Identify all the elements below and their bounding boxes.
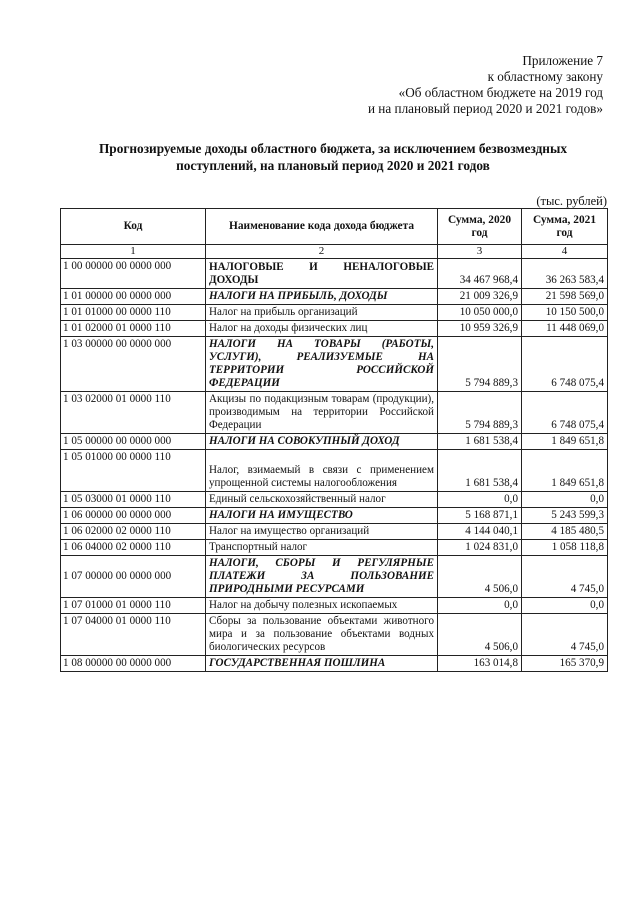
appendix-line-4: и на плановый период 2020 и 2021 годов»	[367, 101, 603, 116]
table-row	[61, 289, 608, 305]
table-row	[61, 540, 608, 556]
row-value-2021: 6 748 075,4	[522, 392, 608, 434]
appendix-line-2: к областному закону	[487, 69, 603, 84]
row-value-2021: 1 849 651,8	[522, 434, 608, 450]
row-name: Акцизы по подакцизным товарам (продукции), производимым на территории Российской Федерации	[206, 392, 438, 434]
row-code: 1 06 04000 02 0000 110	[61, 540, 206, 556]
table-row	[61, 259, 608, 289]
column-number: 4	[522, 245, 608, 259]
row-value-2021: 4 185 480,5	[522, 524, 608, 540]
row-value-2021: 6 748 075,4	[522, 337, 608, 392]
row-name: Налог, взимаемый в связи с применением упрощенной системы налогообложения	[206, 450, 438, 492]
row-value-2020: 0,0	[438, 598, 522, 614]
appendix-line-1: Приложение 7	[522, 53, 603, 68]
row-name: Налог на имущество организаций	[206, 524, 438, 540]
table-header-row	[61, 209, 608, 245]
table-row	[61, 656, 608, 672]
row-name: Налог на прибыль организаций	[206, 305, 438, 321]
row-value-2021: 165 370,9	[522, 656, 608, 672]
row-value-2020: 5 168 871,1	[438, 508, 522, 524]
row-name: НАЛОГИ НА ПРИБЫЛЬ, ДОХОДЫ	[206, 289, 438, 305]
table-row	[61, 392, 608, 434]
table-row	[61, 524, 608, 540]
row-value-2020: 34 467 968,4	[438, 259, 522, 289]
header-name: Наименование кода дохода бюджета	[206, 209, 438, 245]
row-value-2020: 10 050 000,0	[438, 305, 522, 321]
row-name: НАЛОГИ НА ИМУЩЕСТВО	[206, 508, 438, 524]
row-value-2020: 0,0	[438, 492, 522, 508]
row-value-2021: 21 598 569,0	[522, 289, 608, 305]
row-code: 1 03 00000 00 0000 000	[61, 337, 206, 392]
row-code: 1 07 04000 01 0000 110	[61, 614, 206, 656]
row-value-2021: 0,0	[522, 598, 608, 614]
row-code: 1 06 00000 00 0000 000	[61, 508, 206, 524]
table-row	[61, 614, 608, 656]
table-row	[61, 321, 608, 337]
row-name: Налог на доходы физических лиц	[206, 321, 438, 337]
table-row	[61, 508, 608, 524]
row-code: 1 08 00000 00 0000 000	[61, 656, 206, 672]
row-code: 1 00 00000 00 0000 000	[61, 259, 206, 289]
row-name: Единый сельскохозяйственный налог	[206, 492, 438, 508]
row-value-2020: 10 959 326,9	[438, 321, 522, 337]
row-value-2021: 10 150 500,0	[522, 305, 608, 321]
row-value-2021: 4 745,0	[522, 556, 608, 598]
table-row	[61, 598, 608, 614]
column-number: 2	[206, 245, 438, 259]
row-value-2020: 4 144 040,1	[438, 524, 522, 540]
row-value-2020: 1 024 831,0	[438, 540, 522, 556]
column-number-row	[61, 245, 608, 259]
row-value-2021: 11 448 069,0	[522, 321, 608, 337]
row-name: НАЛОГОВЫЕ И НЕНАЛОГОВЫЕ ДОХОДЫ	[206, 259, 438, 289]
row-code: 1 05 03000 01 0000 110	[61, 492, 206, 508]
row-value-2021: 36 263 583,4	[522, 259, 608, 289]
row-value-2021: 5 243 599,3	[522, 508, 608, 524]
row-value-2020: 21 009 326,9	[438, 289, 522, 305]
table-row	[61, 556, 608, 598]
column-number: 1	[61, 245, 206, 259]
table-row	[61, 305, 608, 321]
table-row	[61, 434, 608, 450]
column-number: 3	[438, 245, 522, 259]
row-name: Транспортный налог	[206, 540, 438, 556]
units-label: (тыс. рублей)	[536, 194, 607, 208]
row-value-2021: 1 849 651,8	[522, 450, 608, 492]
table-row	[61, 492, 608, 508]
appendix-header	[368, 53, 603, 117]
row-value-2020: 5 794 889,3	[438, 392, 522, 434]
row-code: 1 03 02000 01 0000 110	[61, 392, 206, 434]
row-name: НАЛОГИ, СБОРЫ И РЕГУЛЯРНЫЕ ПЛАТЕЖИ ЗА ПОЛЬЗОВАНИЕ ПРИРОДНЫМИ РЕСУРСАМИ	[206, 556, 438, 598]
row-code: 1 06 02000 02 0000 110	[61, 524, 206, 540]
revenue-table	[60, 208, 608, 672]
title-line-2: поступлений, на плановый период 2020 и 2021 годов	[176, 158, 490, 173]
row-code: 1 05 00000 00 0000 000	[61, 434, 206, 450]
row-value-2020: 163 014,8	[438, 656, 522, 672]
header-code: Код	[61, 209, 206, 245]
row-value-2021: 0,0	[522, 492, 608, 508]
row-value-2020: 4 506,0	[438, 614, 522, 656]
document-title	[50, 140, 616, 174]
row-value-2021: 4 745,0	[522, 614, 608, 656]
table-row	[61, 450, 608, 492]
row-code: 1 01 02000 01 0000 110	[61, 321, 206, 337]
appendix-line-3: «Об областном бюджете на 2019 год	[398, 85, 603, 100]
title-line-1: Прогнозируемые доходы областного бюджета, за исключением безвозмездных	[98, 141, 568, 156]
row-value-2020: 1 681 538,4	[438, 434, 522, 450]
row-name: Сборы за пользование объектами животного мира и за пользование объектами водных биологических ресурсов	[206, 614, 438, 656]
row-code: 1 07 01000 01 0000 110	[61, 598, 206, 614]
row-name: Налог на добычу полезных ископаемых	[206, 598, 438, 614]
row-code: 1 05 01000 00 0000 110	[61, 450, 206, 492]
row-name: ГОСУДАРСТВЕННАЯ ПОШЛИНА	[206, 656, 438, 672]
row-code: 1 01 00000 00 0000 000	[61, 289, 206, 305]
row-code: 1 07 00000 00 0000 000	[61, 556, 206, 598]
row-value-2020: 5 794 889,3	[438, 337, 522, 392]
row-value-2020: 1 681 538,4	[438, 450, 522, 492]
header-sum-2020: Сумма, 2020 год	[438, 209, 522, 245]
row-name: НАЛОГИ НА ТОВАРЫ (РАБОТЫ, УСЛУГИ), РЕАЛИЗУЕМЫЕ НА ТЕРРИТОРИИ РОССИЙСКОЙ ФЕДЕРАЦИИ	[206, 337, 438, 392]
table-row	[61, 337, 608, 392]
row-name: НАЛОГИ НА СОВОКУПНЫЙ ДОХОД	[206, 434, 438, 450]
header-sum-2021: Сумма, 2021 год	[522, 209, 608, 245]
row-value-2020: 4 506,0	[438, 556, 522, 598]
row-code: 1 01 01000 00 0000 110	[61, 305, 206, 321]
row-value-2021: 1 058 118,8	[522, 540, 608, 556]
